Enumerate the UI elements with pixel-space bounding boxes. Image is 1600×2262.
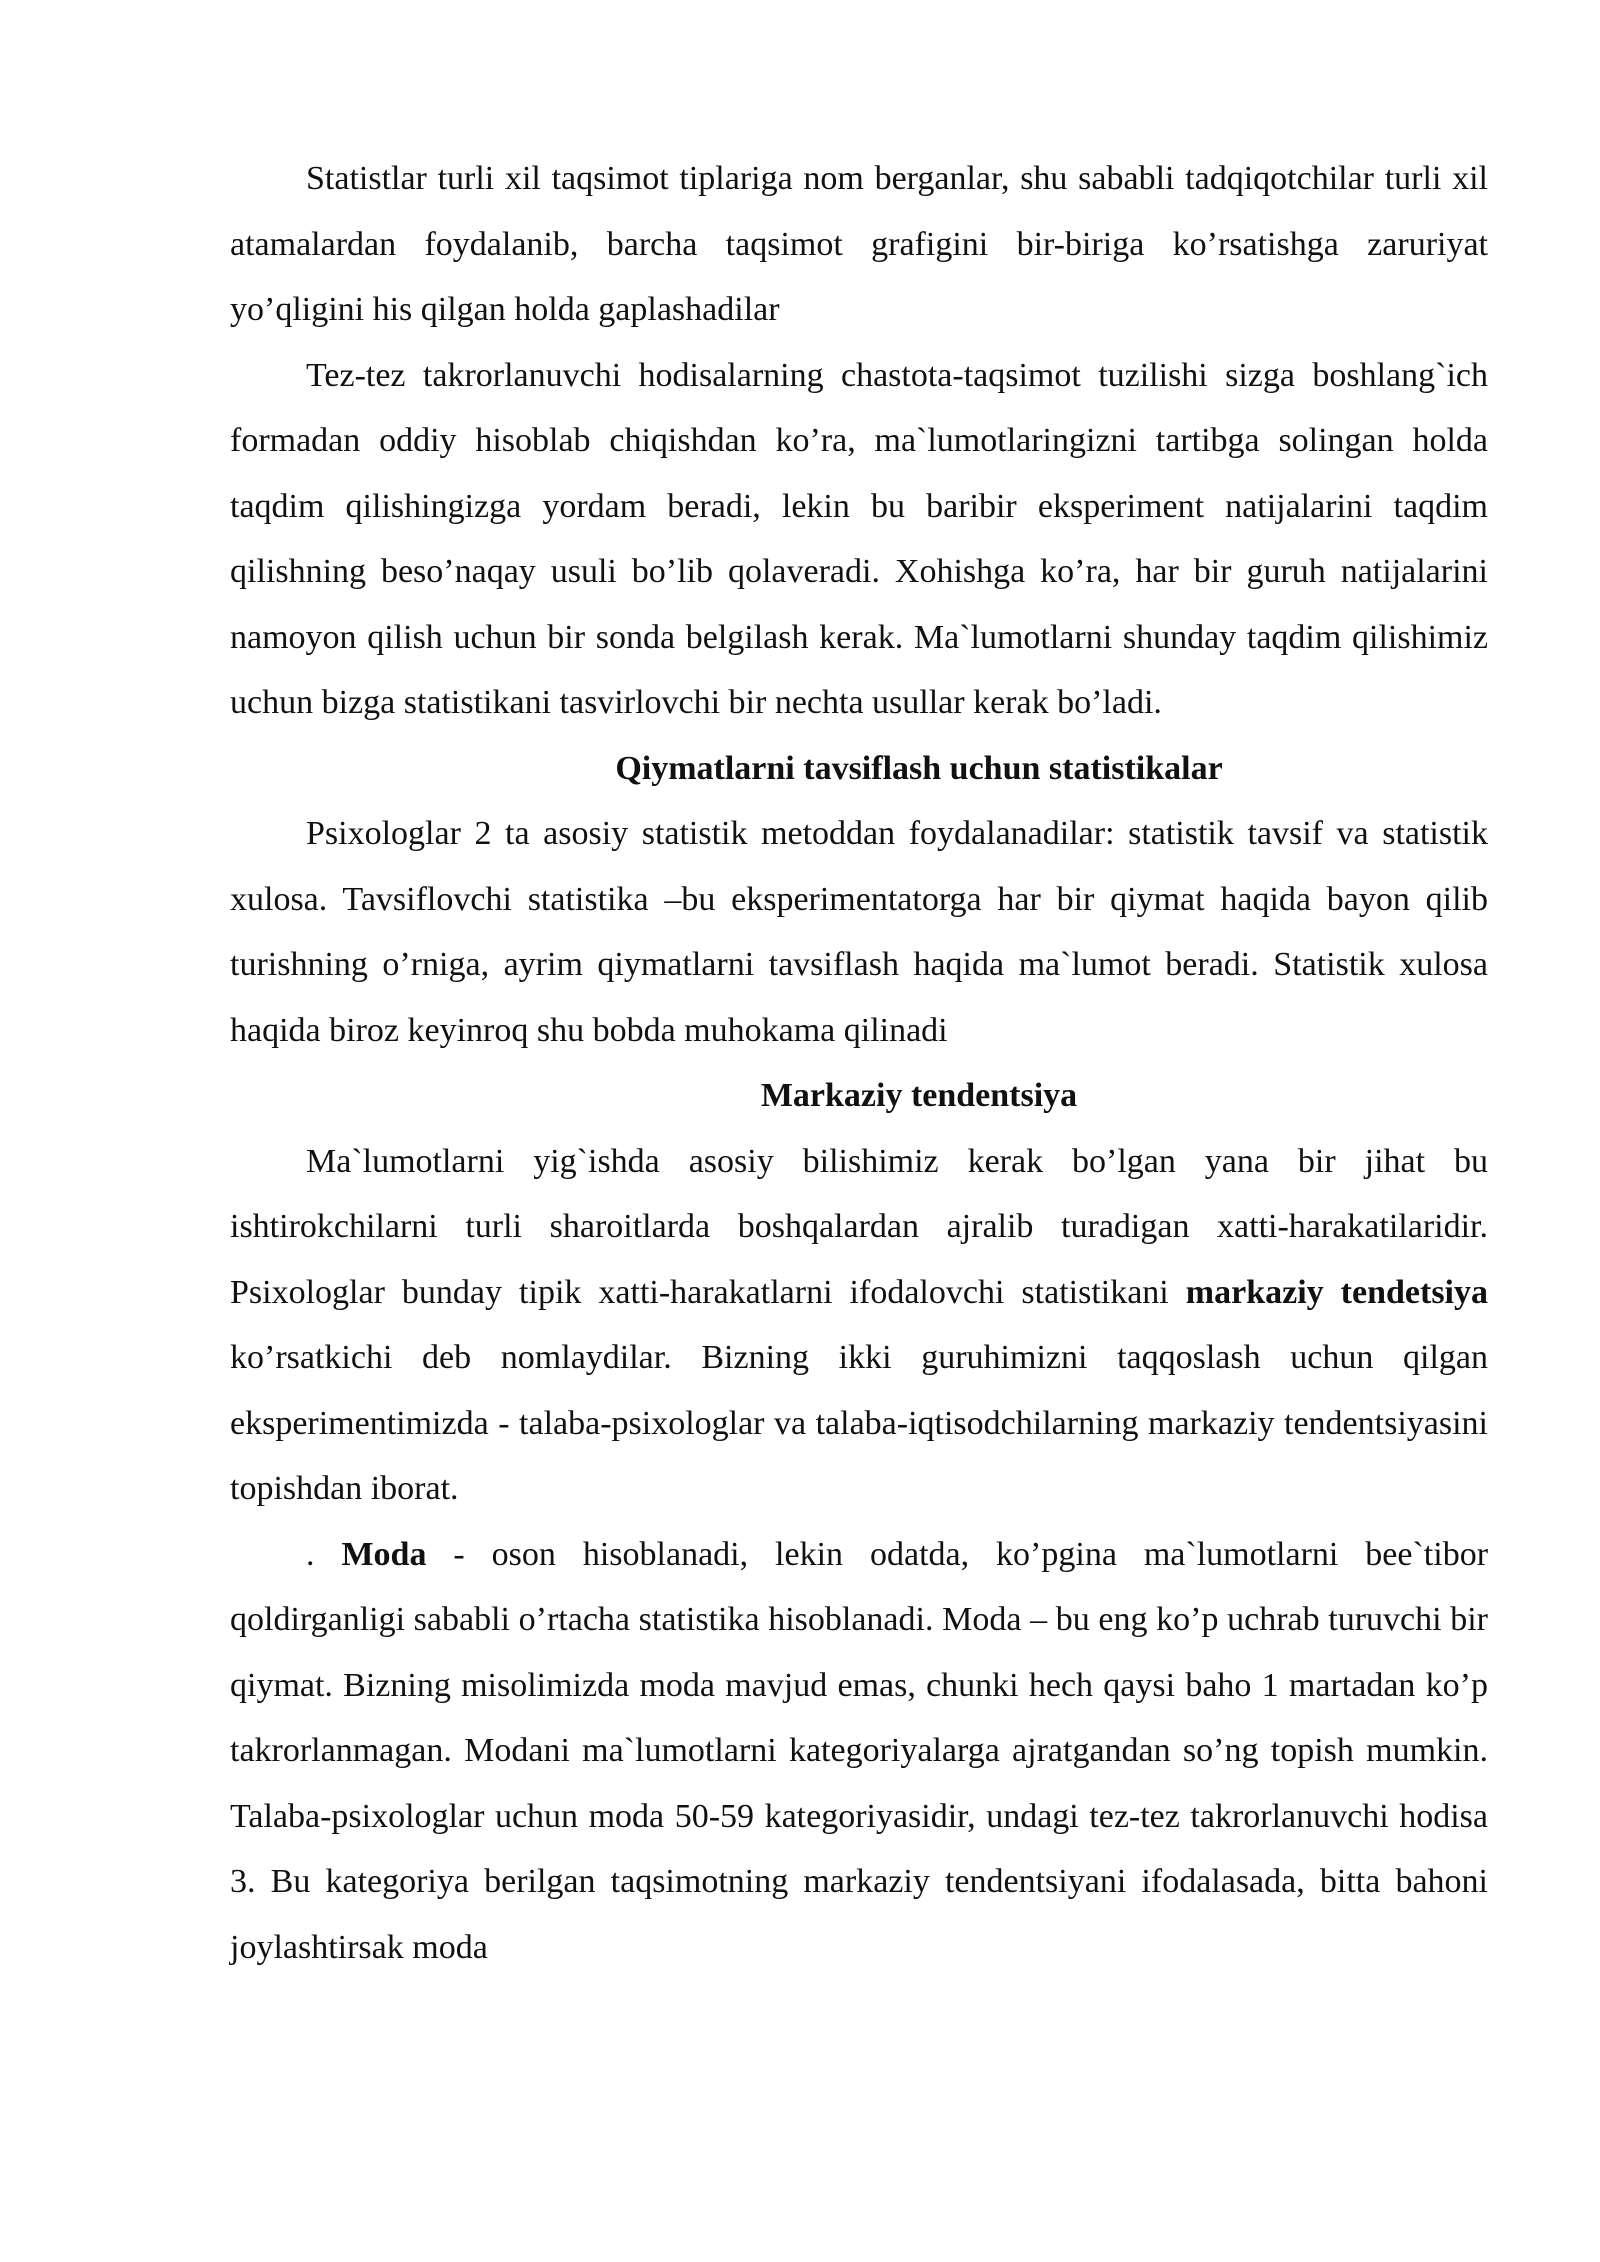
paragraph-text-end: ko’rsatkichi deb nomlaydilar. Bizning ikki guruhimizni taqqoslash uchun qilgan eksperimentimizda - talaba-psixologlar va talaba-iqtisodchilarning markaziy tendentsiyasini topishdan iborat.: [230, 1339, 1488, 1507]
paragraph-text-start: .: [306, 1535, 315, 1573]
paragraph-central-tendency: [230, 1129, 1488, 1522]
paragraph-text: Psixologlar 2 ta asosiy statistik metoddan foydalanadilar: statistik tavsif va statistik xulosa. Tavsiflovchi statistika –bu eksperimentatorga har bir qiymat haqida bayon qilib turishning o’rniga, ayrim qiymatlarni tavsiflash haqida ma`lumot beradi. Statistik xulosa haqida biroz keyinroq shu bobda muhokama qilinadi: [230, 815, 1488, 1049]
paragraph-text: Tez-tez takrorlanuvchi hodisalarning chastota-taqsimot tuzilishi sizga boshlang`ich formadan oddiy hisoblab chiqishdan ko’ra, ma`lumotlaringizni tartibga solingan holda taqdim qilishingizga yordam beradi, lekin bu baribir eksperiment natijalarini taqdim qilishning beso’naqay usuli bo’lib qolaveradi. Xohishga ko’ra, har bir guruh natijalarini namoyon qilish uchun bir sonda belgilash kerak. Ma`lumotlarni shunday taqdim qilishimiz uchun bizga statistikani tasvirlovchi bir nechta usullar kerak bo’ladi.: [230, 356, 1488, 721]
paragraph-mode: [230, 1522, 1488, 1981]
paragraph-statistical-methods: [230, 801, 1488, 1063]
paragraph-text-end: - oson hisoblanadi, lekin odatda, ko’pgina ma`lumotlarni bee`tibor qoldirganligi sababli o’rtacha statistika hisoblanadi. Moda – bu eng ko’p uchrab turuvchi bir qiymat. Bizning misolimizda moda mavjud emas, chunki hech qaysi baho 1 martadan ko’p takrorlanmagan. Modani ma`lumotlarni kategoriyalarga ajratgandan so’ng topish mumkin. Talaba-psixologlar uchun moda 50-59 kategoriyasidir, undagi tez-tez takrorlanuvchi hodisa 3. Bu kategoriya berilgan taqsimotning markaziy tendentsiyani ifodalasada, bitta bahoni joylashtirsak moda: [230, 1535, 1489, 1966]
paragraph-distribution-types: [230, 146, 1488, 343]
document-body: [230, 146, 1488, 1980]
paragraph-text-start: Ma`lumotlarni yig`ishda asosiy bilishimiz kerak bo’lgan yana bir jihat bu ishtirokchilarni turli sharoitlarda boshqalardan ajralib turadigan xatti-harakatilaridir. Psixologlar bunday tipik xatti-harakatlarni ifodalovchi statistikani: [230, 1142, 1488, 1311]
section-heading-descriptive-statistics: Qiymatlarni tavsiflash uchun statistikalar: [615, 749, 1223, 787]
bold-term-central-tendency: markaziy tendetsiya: [1185, 1273, 1488, 1311]
bold-term-mode: Moda: [341, 1535, 427, 1573]
paragraph-frequency-distribution: [230, 343, 1488, 736]
paragraph-text: Statistlar turli xil taqsimot tiplariga nom berganlar, shu sababli tadqiqotchilar turli xil atamalardan foydalanib, barcha taqsimot grafigini bir-biriga ko’rsatishga zaruriyat yo’qligini his qilgan holda gaplashadilar: [230, 160, 1488, 328]
section-heading-central-tendency: Markaziy tendentsiya: [760, 1077, 1078, 1114]
